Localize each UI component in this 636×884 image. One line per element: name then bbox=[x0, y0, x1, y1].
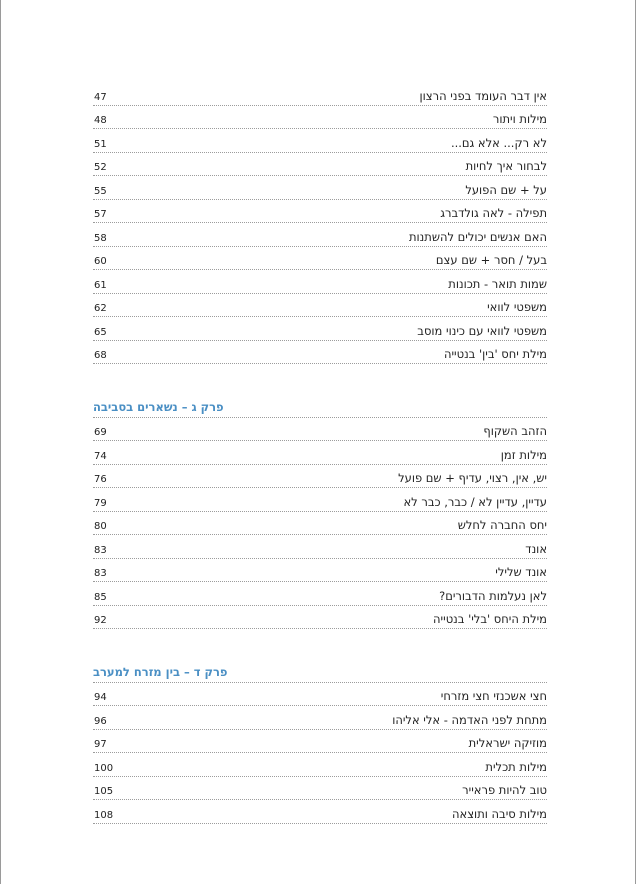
section-gap bbox=[93, 364, 547, 394]
entry-page-number: 80 bbox=[94, 521, 107, 532]
chapter-heading: פרק ג – נשארים בסביבה bbox=[93, 394, 547, 418]
entry-page-number: 83 bbox=[94, 568, 107, 579]
toc-entry bbox=[93, 82, 547, 106]
chapter-heading: פרק ד – בין מזרח למערב bbox=[93, 659, 547, 683]
toc-entry bbox=[93, 441, 547, 465]
entry-page-number: 96 bbox=[94, 715, 107, 727]
toc-entry bbox=[93, 129, 547, 153]
toc-entry bbox=[93, 535, 547, 559]
entry-title: שמות תואר - תכונות bbox=[448, 276, 547, 291]
table-of-contents bbox=[93, 82, 547, 824]
toc-entry bbox=[93, 270, 547, 294]
toc-entry bbox=[93, 800, 547, 824]
entry-page-number: 61 bbox=[94, 279, 107, 291]
section-gap bbox=[93, 629, 547, 659]
entry-page-number: 48 bbox=[94, 115, 107, 126]
toc-entry bbox=[93, 465, 547, 489]
entry-title: אונד bbox=[525, 541, 547, 556]
entry-page-number: 69 bbox=[94, 427, 107, 438]
entry-page-number: 92 bbox=[94, 615, 107, 626]
toc-entry bbox=[93, 223, 547, 247]
entry-page-number: 68 bbox=[94, 350, 107, 361]
toc-entry bbox=[93, 488, 547, 512]
toc-entry bbox=[93, 512, 547, 536]
toc-entry bbox=[93, 341, 547, 365]
toc-section bbox=[93, 659, 547, 824]
entry-title: יש, אין, רצוי, עדיף + שם פועל bbox=[398, 471, 547, 485]
entry-page-number: 85 bbox=[94, 591, 107, 603]
entry-page-number: 79 bbox=[94, 497, 107, 509]
toc-entry bbox=[93, 582, 547, 606]
toc-section bbox=[93, 82, 547, 364]
entry-title: טוב להיות פראייר bbox=[462, 783, 547, 797]
entry-page-number: 94 bbox=[94, 692, 107, 703]
toc-entry bbox=[93, 606, 547, 630]
entry-title: הזהב השקוף bbox=[483, 424, 547, 438]
entry-title: לבחור איך לחיות bbox=[465, 159, 547, 173]
entry-title: לאן נעלמות הדבורים? bbox=[439, 588, 547, 603]
toc-entry bbox=[93, 683, 547, 707]
entry-title: מתחת לפני האדמה - אלי אליהו bbox=[392, 712, 547, 727]
entry-title: אונד שלילי bbox=[495, 565, 547, 579]
entry-title: משפטי לוואי bbox=[487, 300, 547, 314]
entry-page-number: 100 bbox=[94, 762, 114, 774]
entry-page-number: 108 bbox=[94, 809, 114, 821]
entry-page-number: 52 bbox=[94, 162, 107, 173]
entry-page-number: 55 bbox=[94, 185, 107, 197]
entry-page-number: 76 bbox=[94, 474, 107, 485]
toc-entry bbox=[93, 294, 547, 318]
entry-title: מילת היחס 'בלי' בנטייה bbox=[433, 612, 547, 626]
entry-title: משפטי לוואי עם כינוי מוסב bbox=[417, 323, 547, 338]
entry-title: מילות ויתור bbox=[492, 112, 547, 126]
entry-title: האם אנשים יכולים להשתנות bbox=[408, 229, 547, 244]
toc-entry bbox=[93, 153, 547, 177]
toc-entry bbox=[93, 730, 547, 754]
entry-page-number: 58 bbox=[94, 232, 107, 244]
toc-entry bbox=[93, 200, 547, 224]
entry-page-number: 97 bbox=[94, 739, 107, 750]
entry-page-number: 57 bbox=[94, 209, 107, 220]
entry-title: מילות זמן bbox=[500, 447, 547, 462]
toc-entry bbox=[93, 559, 547, 583]
entry-page-number: 47 bbox=[94, 91, 107, 103]
toc-entry bbox=[93, 418, 547, 442]
entry-title: מילות סיבה ותוצאה bbox=[452, 806, 547, 821]
toc-entry bbox=[93, 777, 547, 801]
entry-page-number: 105 bbox=[94, 786, 114, 797]
entry-title: לא רק... אלא גם... bbox=[450, 135, 547, 150]
entry-page-number: 51 bbox=[94, 138, 107, 150]
toc-entry bbox=[93, 753, 547, 777]
entry-page-number: 65 bbox=[94, 326, 107, 338]
toc-entry bbox=[93, 247, 547, 271]
toc-section bbox=[93, 394, 547, 629]
entry-page-number: 62 bbox=[94, 303, 107, 314]
entry-title: תפילה - לאה גולדברג bbox=[440, 206, 547, 220]
entry-page-number: 83 bbox=[94, 544, 107, 556]
toc-entry bbox=[93, 106, 547, 130]
entry-title: יחס החברה לחלש bbox=[457, 518, 547, 532]
entry-title: על + שם הפועל bbox=[465, 182, 547, 197]
toc-entry bbox=[93, 176, 547, 200]
entry-page-number: 60 bbox=[94, 256, 107, 267]
entry-title: אין דבר העומד בפני הרצון bbox=[419, 88, 547, 103]
entry-title: חצי אשכנזי חצי מזרחי bbox=[440, 689, 547, 703]
toc-entry bbox=[93, 317, 547, 341]
entry-title: מילות תכלית bbox=[485, 759, 547, 774]
toc-entry bbox=[93, 706, 547, 730]
entry-page-number: 74 bbox=[94, 450, 107, 462]
entry-title: עדיין, עדיין לא / כבר, כבר לא bbox=[403, 494, 547, 509]
entry-title: בעל / חסר + שם עצם bbox=[435, 253, 547, 267]
entry-title: מוזיקה ישראלית bbox=[468, 736, 547, 750]
entry-title: מילת יחס 'בין' בנטייה bbox=[443, 347, 547, 361]
